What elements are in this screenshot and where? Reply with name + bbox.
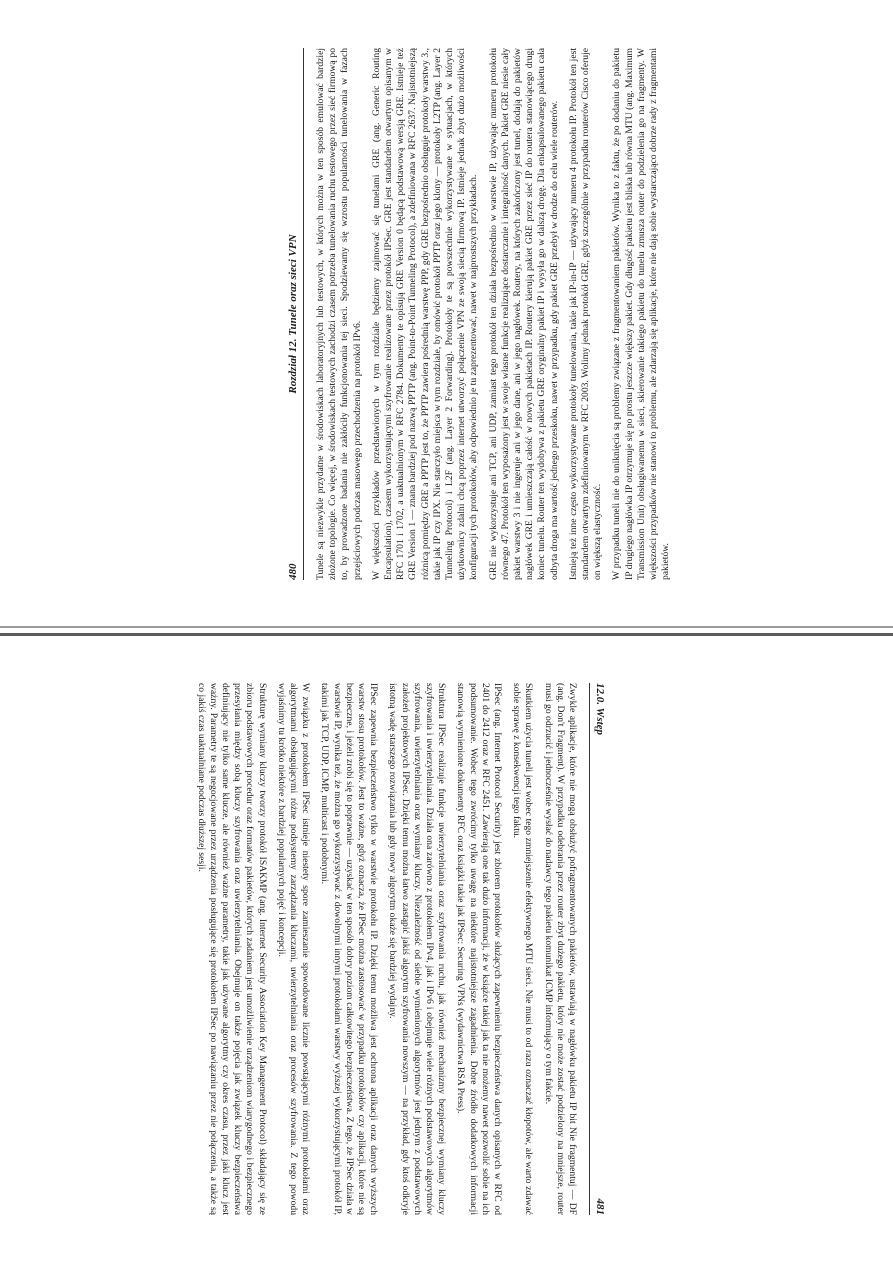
body-text xyxy=(0,683,578,1215)
page-header xyxy=(287,48,304,580)
page-header xyxy=(589,683,606,1215)
page-divider xyxy=(0,626,893,628)
paragraph: GRE nie wykorzystuje ani TCP, ani UDP, zamiast tego protokół ten działa bezpośrednio w warstwie IP, używając numeru protokołu równego 47. Protokół ten wyposażony jest w swoje własne funkcje realizujące dostarczanie i integralność danych. Pakiet GRE niesie cały pakiet warstwy 3 i nie ingeruje ani w jego dane, ani w jego nagłówek. Routery, na których zakończony jest tunel, dodają do pakietów nagłówek GRE i umieszczają całość w nowych pakietach IP. Routery kierują pakiet GRE przez sieć IP do routera stanowiącego drugi koniec tunelu. Router ten wydobywa z pakietu GRE oryginalny pakiet IP i wysyła go w dalszą drogę. Dla enkapsulowanego pakietu cała odbyta droga ma wartość jednego przeskoku, nawet w przypadku, gdy pakiet GRE przebył w drodze do celu wiele routerów. xyxy=(487,48,560,580)
page-481 xyxy=(0,635,893,1263)
page-480 xyxy=(0,0,893,628)
paragraph: Struktura IPSec realizuje funkcje uwierzytelniania oraz szyfrowania ruchu, jak również mechanizmy bezpiecznej wymiany kluczy szyfrowania i uwierzytelniania. Działa ona zarówno z protokołem IPv4, jak i IPv6 i obejmuje wiele różnych podstawowych algorytmów szyfrowania, uwierzytelniania oraz wymiany kluczy. Niezależność od siebie wymienionych algorytmów jest jednym z podstawowych założeń projektowych IPSec. Dzięki temu można łatwo zastąpić jakiś algorytm szyfrowania nowszym — na przykład, gdy ktoś odkryje istotną wadę starszego rozwiązania lub gdy nowy algorytm okaże się bardziej wydajny. xyxy=(387,683,448,1215)
page-number: 480 xyxy=(287,563,299,580)
page-481-content xyxy=(0,635,628,1263)
paragraph: Zwykle aplikacje, które nie mogą obsłużyć pofragmentowanych pakietów, ustawiają w nagłówku pakietu IP bit Nie fragmentuj — DF (ang. Don't Fragment). W przypadku odebrania przez router zbyt dużego pakietu, który nie może zostać podzielony na mniejsze, router musi go odrzucić i jednocześnie wysłać do nadawcy tego pakietu komunikat ICMP informujący o tym fakcie. xyxy=(542,683,578,1215)
paragraph: W przypadku tuneli nie do uniknięcia są problemy związane z fragmentowaniem pakietów. Wynika to z faktu, że po dodaniu do pakietu IP drugiego nagłówka IP otrzymuje się po prostu jeszcze większy pakiet. Gdy długość pakietu jest bliska lub równa MTU (ang. Maximum Transmission Unit) obsługiwanemu w sieci, skierowanie takiego pakietu do tunelu zmusza router do podzielenia go na fragmenty. W większości przypadków nie stanowi to problemu, ale zdarzają się aplikacje, które nie dają sobie wystarczająco dobrze rady z fragmentami pakietów. xyxy=(611,48,672,580)
body-text xyxy=(315,48,893,580)
paragraph: Tunele są niezwykle przydatne w środowiskach laboratoryjnych lub testowych, w których można w ten sposób emulować bardziej złożone topologie. Co więcej, w środowiskach testowych zachodzi czasem potrzeba tunelowania ruchu testowego przez sieć firmową po to, by prowadzone badania nie zakłóciły funkcjonowania tej sieci. Spodziewamy się wzrostu popularności tunelowania w fazach przejściowych podczas masowego przechodzenia na protokół IPv6. xyxy=(315,48,363,580)
page-number: 481 xyxy=(594,1198,606,1215)
paragraph: Strukturę wymiany kluczy tworzy protokół ISAKMP (ang. Internet Security Association Key Management Protocol) składający się ze zbioru podstawowych procedur oraz formatów pakietów, których zadaniem jest umożliwienie urządzeniom wiarygodnego i bezpiecznego przesyłania między sobą kluczy szyfrowania oraz uwierzytelniania. Obejmuje on także pojęcia jak związek kluczy bezpieczeństwa definiujący nie tylko same klucze, ale również ważne parametry, takie jak używane algorytmy czy okres czasu, przez jaki klucz jest ważny. Parametry te są negocjowane przez urządzenia posługujące się protokołem IPSec po nawiązaniu przez nie połączenia, a także są co jakiś czas uaktualniane podczas dłuższej sesji. xyxy=(195,683,268,1215)
paragraph: IPSec (ang. Internet Protocol Security) jest zbiorem protokołów służących zapewnieniu bezpieczeństwa danych opisanych w RFC od 2401 do 2412 oraz w RFC 2451. Zawierają one tak dużo informacji, że w książce takiej jak ta nie możemy nawet pozwolić sobie na ich podsumowanie. Wobec tego zwrócimy tylko uwagę na niektóre najistotniejsze zagadnienia. Dobre źródło dodatkowych informacji stanowią wymienione dokumenty RFC oraz książki takie jak IPSec: Securing VPNs (wydawnictwa RSA Press). xyxy=(455,683,503,1215)
section-head: 12.0. Wstęp xyxy=(594,683,606,736)
paragraph: Istnieją też inne często wykorzystywane protokoły tunelowania, takie jak IP-in-IP — używający numeru 4 protokołu IP. Protokół ten jest standardem otwartym zdefiniowanym w RFC 2003. Wolimy jednak protokół GRE, gdyż szczególnie w przypadku routerów Cisco oferuje on większą elastyczność. xyxy=(567,48,604,580)
paragraph: W związku z protokołem IPSec istnieje niestety spore zamieszanie spowodowane licznie powstającymi różnymi protokołami oraz algorytmami obsługującymi różne podsystemy zarządzania kluczami, uwierzytelniania oraz procesów szyfrowania. Z tego powodu wyjaśnimy tu krótko niektóre z bardziej popularnych pojęć i koncepcji. xyxy=(275,683,312,1215)
running-head: Rozdział 12. Tunele oraz sieci VPN xyxy=(287,234,299,394)
paragraph: W większości przykładów przedstawionych w tym rozdziale będziemy zajmować się tunelami GRE (ang. Generic Routing Encapsulation), czasem wykorzystującymi szyfrowanie realizowane przez protokół IPSec. GRE jest standardem otwartym opisanym w RFC 1701 i 1702, a uaktualnionym w RFC 2784. Dokumenty te opisują GRE Version 0 będącą podstawową wersją GRE. Istnieje też GRE Version 1 — znana bardziej pod nazwą PPTP (ang. Point-to-Point Tunneling Protocol), a zdefiniowana w RFC 2637. Najistotniejszą różnicą pomiędzy GRE a PPTP jest to, że PPTP zawiera pośrednią warstwę PPP, gdy GRE bezpośrednio obsługuje protokoły warstwy 3., takie jak IP czy IPX. Nie starczyło miejsca w tym rozdziale, by omówić protokół PPTP oraz jego klony — protokoły L2TP (ang. Layer 2 Tunneling Protocol) i L2F (ang. Layer 2 Forwarding). Protokoły te są powszechnie wykorzystywane w sytuacjach, w których użytkownicy zdalni chcą poprzez internet utworzyć połączenie VPN ze swoją siecią firmową IP. Istnieje jednak zbyt dużo możliwości konfiguracji tych protokołów, aby odpowiednio je tu zaprezentować, nawet w najprostszych przykładach. xyxy=(370,48,480,580)
paragraph: IPSec zapewnia bezpieczeństwo tylko w warstwie protokołu IP. Dzięki temu możliwa jest ochrona aplikacji oraz danych wyższych warstw stosu protokołów. Jest to ważne, gdyż oznacza, że IPSec można zastosować w przypadku protokołów czy aplikacji, które nie są bezpieczne, i jeżeli zrobi się to poprawnie — uzyskać w ten sposób dobry poziom całkowitego bezpieczeństwa. Z tego, że IPSec działa w warstwie IP, wynika też, że można go wykorzystywać z dowolnymi innymi protokołami warstwy wyższej wykorzystującymi protokół IP, takimi jak TCP, UDP, ICMP, multicast i podobnymi. xyxy=(319,683,380,1215)
paragraph: Skutkiem użycia tuneli jest wobec tego zmniejszenie efektywnego MTU sieci. Nie musi to od razu oznaczać kłopotów, ale warto zdawać sobie sprawę z konsekwencji tego faktu. xyxy=(511,683,535,1215)
page-480-content xyxy=(265,0,893,628)
